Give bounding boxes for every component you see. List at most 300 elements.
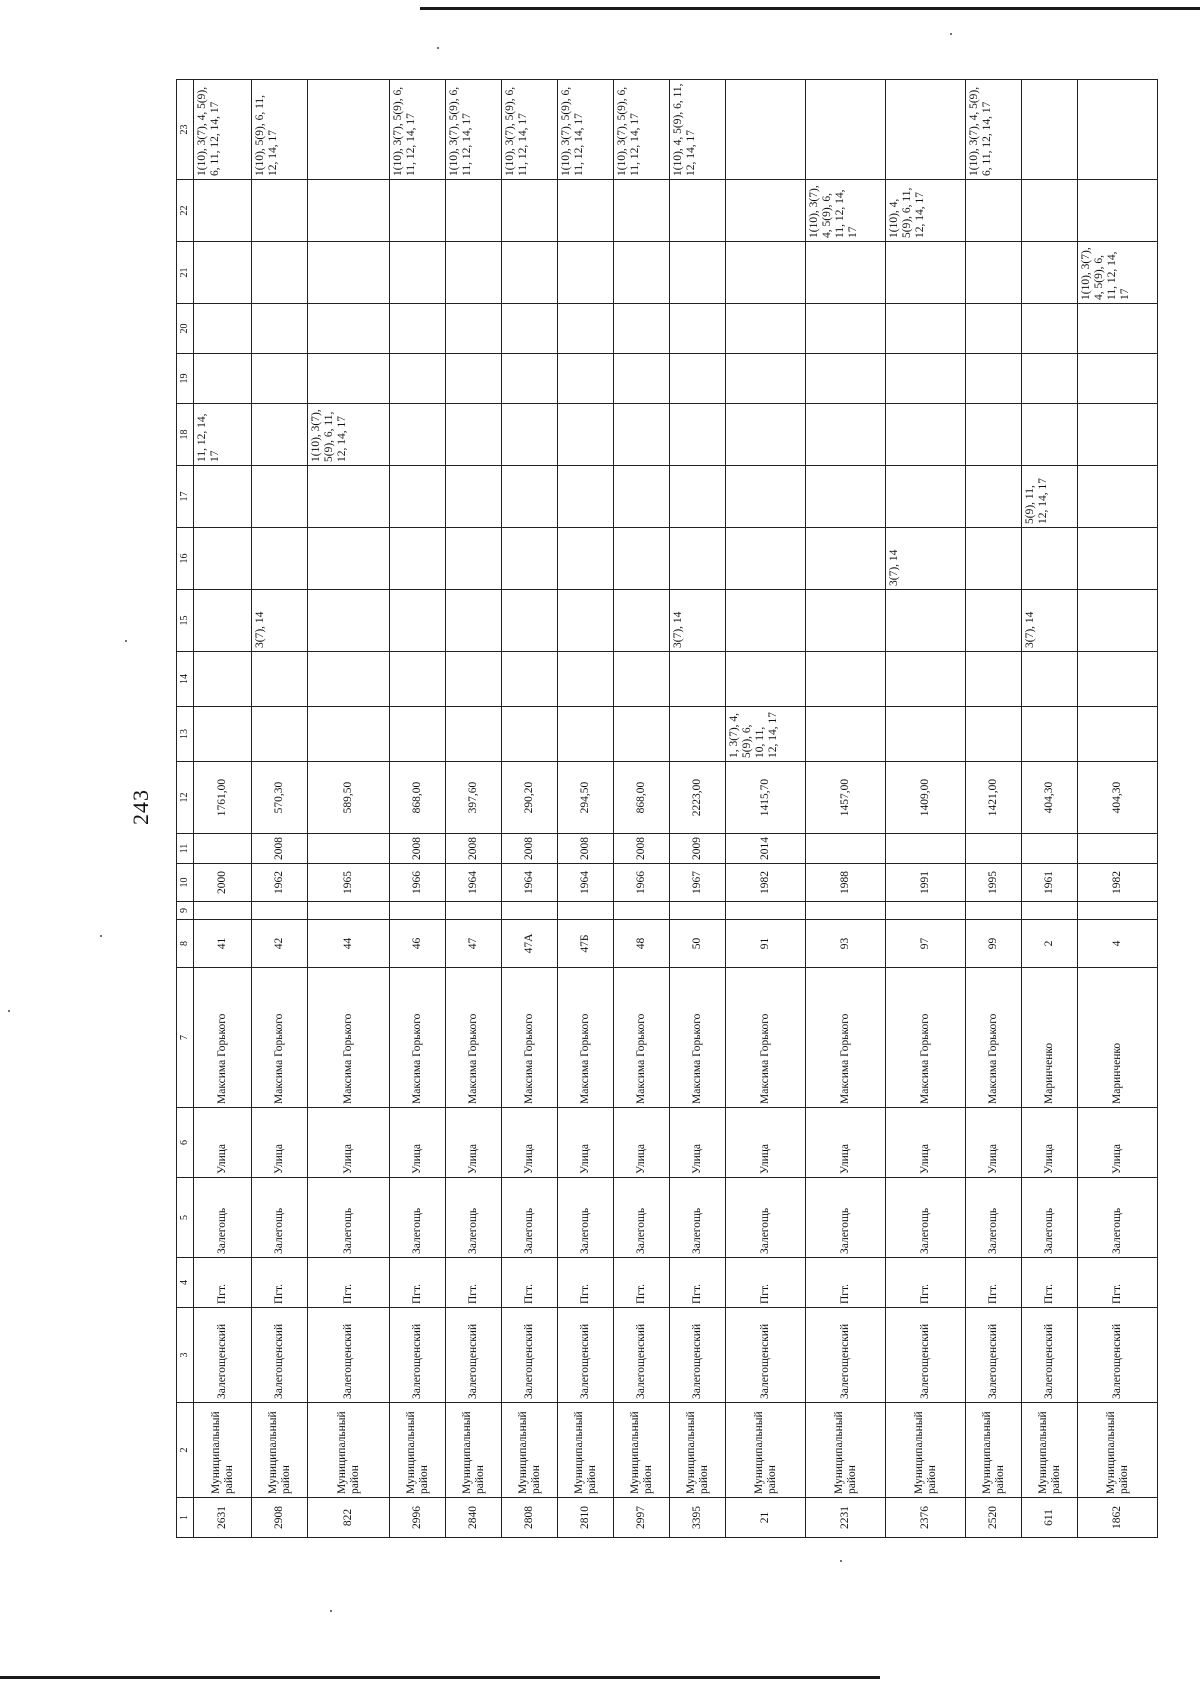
cell-col-20 xyxy=(806,304,886,354)
cell-renovation-year xyxy=(966,834,1022,864)
register-table xyxy=(176,79,1158,1538)
cell-col-23 xyxy=(308,80,390,180)
cell-record-id: 3395 xyxy=(670,1498,726,1538)
column-number-row xyxy=(177,80,194,1538)
cell-record-id: 1862 xyxy=(1078,1498,1158,1538)
cell-col-18 xyxy=(886,404,966,466)
cell-col-19 xyxy=(308,354,390,404)
cell-col-19 xyxy=(558,354,614,404)
cell-col-14 xyxy=(558,652,614,707)
table-row xyxy=(446,80,502,1538)
cell-col-13 xyxy=(966,707,1022,762)
cell-house-number: 4 xyxy=(1078,920,1158,968)
cell-settlement-type: Пгт. xyxy=(670,1258,726,1308)
cell-col-17 xyxy=(308,466,390,528)
cell-renovation-year: 2008 xyxy=(390,834,446,864)
table-row xyxy=(806,80,886,1538)
cell-street-name: Маринченко xyxy=(1078,968,1158,1108)
cell-col-14 xyxy=(726,652,806,707)
cell-col-21 xyxy=(558,242,614,304)
cell-street-type: Улица xyxy=(308,1108,390,1178)
rotated-register-table xyxy=(176,83,1131,1538)
cell-settlement-name: Залегощь xyxy=(308,1178,390,1258)
cell-street-name: Максима Горького xyxy=(502,968,558,1108)
cell-col-18 xyxy=(252,404,308,466)
cell-col-22 xyxy=(1078,180,1158,242)
cell-col-19 xyxy=(670,354,726,404)
cell-build-year: 1982 xyxy=(726,864,806,902)
cell-col-21 xyxy=(806,242,886,304)
cell-col-19 xyxy=(1078,354,1158,404)
cell-col-17: 5(9), 11, 12, 14, 17 xyxy=(1022,466,1078,528)
cell-district-name: Залегощенский xyxy=(252,1308,308,1403)
table-row xyxy=(502,80,558,1538)
cell-street-name: Максима Горького xyxy=(806,968,886,1108)
cell-settlement-name: Залегощь xyxy=(670,1178,726,1258)
table-row xyxy=(194,80,252,1538)
cell-col-20 xyxy=(194,304,252,354)
cell-area: 1415,70 xyxy=(726,762,806,834)
cell-col-16 xyxy=(446,528,502,590)
cell-col-22 xyxy=(670,180,726,242)
cell-col-21 xyxy=(308,242,390,304)
cell-col-14 xyxy=(614,652,670,707)
table-row xyxy=(614,80,670,1538)
cell-renovation-year xyxy=(1078,834,1158,864)
cell-district-name: Залегощенский xyxy=(446,1308,502,1403)
cell-build-year: 1991 xyxy=(886,864,966,902)
cell-build-year: 1982 xyxy=(1078,864,1158,902)
cell-col-9 xyxy=(252,902,308,920)
cell-col-20 xyxy=(966,304,1022,354)
cell-col-22: 1(10), 3(7), 4, 5(9), 6, 11, 12, 14, 17 xyxy=(806,180,886,242)
cell-street-name: Максима Горького xyxy=(390,968,446,1108)
cell-col-18: 11, 12, 14, 17 xyxy=(194,404,252,466)
cell-build-year: 1995 xyxy=(966,864,1022,902)
cell-col-15 xyxy=(446,590,502,652)
cell-record-id: 2231 xyxy=(806,1498,886,1538)
cell-col-16 xyxy=(502,528,558,590)
cell-district-type: Муниципальный район xyxy=(308,1403,390,1498)
cell-col-21 xyxy=(390,242,446,304)
cell-area: 868,00 xyxy=(390,762,446,834)
cell-build-year: 1961 xyxy=(1022,864,1078,902)
cell-col-21 xyxy=(614,242,670,304)
cell-settlement-name: Залегощь xyxy=(1078,1178,1158,1258)
cell-settlement-name: Залегощь xyxy=(558,1178,614,1258)
cell-build-year: 1964 xyxy=(558,864,614,902)
cell-settlement-type: Пгт. xyxy=(446,1258,502,1308)
cell-col-19 xyxy=(390,354,446,404)
column-number-header: 6 xyxy=(177,1108,194,1178)
cell-settlement-type: Пгт. xyxy=(390,1258,446,1308)
column-number-header: 14 xyxy=(177,652,194,707)
cell-district-type: Муниципальный район xyxy=(886,1403,966,1498)
cell-col-21 xyxy=(194,242,252,304)
column-number-header: 3 xyxy=(177,1308,194,1403)
column-number-header: 22 xyxy=(177,180,194,242)
cell-district-type: Муниципальный район xyxy=(726,1403,806,1498)
cell-col-21 xyxy=(670,242,726,304)
cell-col-13 xyxy=(886,707,966,762)
cell-area: 397,60 xyxy=(446,762,502,834)
cell-col-23: 1(10), 3(7), 5(9), 6, 11, 12, 14, 17 xyxy=(614,80,670,180)
cell-renovation-year xyxy=(194,834,252,864)
cell-renovation-year: 2008 xyxy=(614,834,670,864)
cell-street-type: Улица xyxy=(1022,1108,1078,1178)
cell-col-20 xyxy=(1078,304,1158,354)
cell-col-22 xyxy=(390,180,446,242)
cell-build-year: 1964 xyxy=(446,864,502,902)
cell-col-16 xyxy=(1078,528,1158,590)
cell-col-14 xyxy=(390,652,446,707)
cell-area: 570,30 xyxy=(252,762,308,834)
cell-house-number: 97 xyxy=(886,920,966,968)
cell-district-name: Залегощенский xyxy=(194,1308,252,1403)
cell-area: 294,50 xyxy=(558,762,614,834)
cell-col-13 xyxy=(390,707,446,762)
cell-col-19 xyxy=(614,354,670,404)
cell-district-type: Муниципальный район xyxy=(194,1403,252,1498)
cell-col-9 xyxy=(308,902,390,920)
column-number-header: 8 xyxy=(177,920,194,968)
cell-renovation-year: 2008 xyxy=(446,834,502,864)
cell-district-name: Залегощенский xyxy=(1078,1308,1158,1403)
column-number-header: 12 xyxy=(177,762,194,834)
cell-street-type: Улица xyxy=(806,1108,886,1178)
cell-col-18 xyxy=(502,404,558,466)
cell-col-14 xyxy=(308,652,390,707)
cell-district-type: Муниципальный район xyxy=(390,1403,446,1498)
cell-col-21 xyxy=(886,242,966,304)
cell-col-14 xyxy=(670,652,726,707)
cell-record-id: 2997 xyxy=(614,1498,670,1538)
cell-settlement-type: Пгт. xyxy=(308,1258,390,1308)
cell-renovation-year xyxy=(1022,834,1078,864)
cell-col-22 xyxy=(252,180,308,242)
cell-col-20 xyxy=(670,304,726,354)
column-number-header: 15 xyxy=(177,590,194,652)
cell-col-9 xyxy=(886,902,966,920)
cell-col-15 xyxy=(1078,590,1158,652)
cell-street-name: Маринченко xyxy=(1022,968,1078,1108)
cell-col-15 xyxy=(806,590,886,652)
cell-col-21 xyxy=(966,242,1022,304)
cell-col-22 xyxy=(194,180,252,242)
cell-street-name: Максима Горького xyxy=(614,968,670,1108)
cell-col-13 xyxy=(252,707,308,762)
cell-col-22 xyxy=(558,180,614,242)
cell-col-18 xyxy=(446,404,502,466)
cell-district-type: Муниципальный район xyxy=(502,1403,558,1498)
cell-col-23 xyxy=(726,80,806,180)
column-number-header: 5 xyxy=(177,1178,194,1258)
cell-settlement-name: Залегощь xyxy=(1022,1178,1078,1258)
cell-col-9 xyxy=(502,902,558,920)
cell-settlement-type: Пгт. xyxy=(502,1258,558,1308)
cell-settlement-type: Пгт. xyxy=(1022,1258,1078,1308)
cell-col-9 xyxy=(390,902,446,920)
cell-district-type: Муниципальный район xyxy=(806,1403,886,1498)
cell-street-type: Улица xyxy=(726,1108,806,1178)
column-number-header: 1 xyxy=(177,1498,194,1538)
cell-col-13 xyxy=(1078,707,1158,762)
cell-settlement-name: Залегощь xyxy=(726,1178,806,1258)
cell-col-20 xyxy=(390,304,446,354)
table-row xyxy=(390,80,446,1538)
cell-col-14 xyxy=(502,652,558,707)
cell-renovation-year: 2008 xyxy=(252,834,308,864)
cell-col-15 xyxy=(502,590,558,652)
cell-area: 404,30 xyxy=(1022,762,1078,834)
cell-build-year: 1965 xyxy=(308,864,390,902)
cell-street-type: Улица xyxy=(558,1108,614,1178)
cell-col-17 xyxy=(726,466,806,528)
cell-col-9 xyxy=(966,902,1022,920)
cell-col-19 xyxy=(252,354,308,404)
cell-col-15: 3(7), 14 xyxy=(670,590,726,652)
cell-record-id: 2840 xyxy=(446,1498,502,1538)
scan-speck xyxy=(437,47,439,49)
cell-col-14 xyxy=(1022,652,1078,707)
cell-street-name: Максима Горького xyxy=(194,968,252,1108)
cell-col-9 xyxy=(806,902,886,920)
cell-renovation-year: 2008 xyxy=(558,834,614,864)
cell-street-name: Максима Горького xyxy=(252,968,308,1108)
cell-house-number: 91 xyxy=(726,920,806,968)
cell-col-20 xyxy=(308,304,390,354)
cell-col-21 xyxy=(446,242,502,304)
cell-col-18 xyxy=(806,404,886,466)
cell-district-type: Муниципальный район xyxy=(558,1403,614,1498)
cell-settlement-name: Залегощь xyxy=(390,1178,446,1258)
cell-settlement-type: Пгт. xyxy=(252,1258,308,1308)
cell-col-22 xyxy=(726,180,806,242)
cell-col-15 xyxy=(886,590,966,652)
cell-col-17 xyxy=(806,466,886,528)
cell-col-16 xyxy=(966,528,1022,590)
cell-col-17 xyxy=(1078,466,1158,528)
bottom-scan-border xyxy=(0,1676,880,1679)
cell-col-23: 1(10), 3(7), 5(9), 6, 11, 12, 14, 17 xyxy=(390,80,446,180)
cell-record-id: 822 xyxy=(308,1498,390,1538)
column-number-header: 7 xyxy=(177,968,194,1108)
cell-col-18: 1(10), 3(7), 5(9), 6, 11, 12, 14, 17 xyxy=(308,404,390,466)
cell-col-23: 1(10), 3(7), 5(9), 6, 11, 12, 14, 17 xyxy=(446,80,502,180)
table-row xyxy=(886,80,966,1538)
column-number-header: 17 xyxy=(177,466,194,528)
cell-col-21 xyxy=(252,242,308,304)
cell-col-16 xyxy=(390,528,446,590)
cell-house-number: 99 xyxy=(966,920,1022,968)
cell-area: 290,20 xyxy=(502,762,558,834)
cell-street-type: Улица xyxy=(502,1108,558,1178)
scan-speck xyxy=(125,640,127,642)
cell-col-9 xyxy=(194,902,252,920)
cell-col-9 xyxy=(1022,902,1078,920)
table-row xyxy=(1078,80,1158,1538)
cell-col-23: 1(10), 3(7), 4, 5(9), 6, 11, 12, 14, 17 xyxy=(966,80,1022,180)
cell-col-13: 1, 3(7), 4, 5(9), 6, 10, 11, 12, 14, 17 xyxy=(726,707,806,762)
cell-col-15 xyxy=(726,590,806,652)
cell-col-14 xyxy=(194,652,252,707)
cell-col-13 xyxy=(502,707,558,762)
cell-district-type: Муниципальный район xyxy=(446,1403,502,1498)
cell-col-19 xyxy=(1022,354,1078,404)
cell-col-15 xyxy=(558,590,614,652)
column-number-header: 20 xyxy=(177,304,194,354)
cell-record-id: 2520 xyxy=(966,1498,1022,1538)
column-number-header: 23 xyxy=(177,80,194,180)
cell-col-23 xyxy=(806,80,886,180)
cell-street-name: Максима Горького xyxy=(966,968,1022,1108)
cell-settlement-type: Пгт. xyxy=(1078,1258,1158,1308)
column-number-header: 4 xyxy=(177,1258,194,1308)
cell-record-id: 611 xyxy=(1022,1498,1078,1538)
scan-speck xyxy=(100,935,102,937)
column-number-header: 2 xyxy=(177,1403,194,1498)
column-number-header: 21 xyxy=(177,242,194,304)
cell-record-id: 2908 xyxy=(252,1498,308,1538)
cell-col-15 xyxy=(308,590,390,652)
cell-area: 2223,00 xyxy=(670,762,726,834)
cell-district-name: Залегощенский xyxy=(1022,1308,1078,1403)
cell-col-14 xyxy=(966,652,1022,707)
cell-district-name: Залегощенский xyxy=(886,1308,966,1403)
cell-settlement-type: Пгт. xyxy=(558,1258,614,1308)
cell-col-17 xyxy=(966,466,1022,528)
cell-col-16 xyxy=(806,528,886,590)
cell-area: 1457,00 xyxy=(806,762,886,834)
cell-house-number: 93 xyxy=(806,920,886,968)
cell-street-name: Максима Горького xyxy=(308,968,390,1108)
cell-col-23: 1(10), 3(7), 5(9), 6, 11, 12, 14, 17 xyxy=(558,80,614,180)
cell-col-23 xyxy=(1078,80,1158,180)
cell-build-year: 1962 xyxy=(252,864,308,902)
cell-street-name: Максима Горького xyxy=(558,968,614,1108)
cell-col-18 xyxy=(726,404,806,466)
cell-col-23: 1(10), 3(7), 5(9), 6, 11, 12, 14, 17 xyxy=(502,80,558,180)
cell-area: 1409,00 xyxy=(886,762,966,834)
cell-col-23 xyxy=(886,80,966,180)
cell-renovation-year: 2014 xyxy=(726,834,806,864)
cell-street-name: Максима Горького xyxy=(726,968,806,1108)
cell-col-19 xyxy=(194,354,252,404)
cell-record-id: 2631 xyxy=(194,1498,252,1538)
cell-house-number: 41 xyxy=(194,920,252,968)
cell-house-number: 44 xyxy=(308,920,390,968)
cell-col-9 xyxy=(558,902,614,920)
cell-col-17 xyxy=(194,466,252,528)
cell-col-22 xyxy=(446,180,502,242)
cell-house-number: 47 xyxy=(446,920,502,968)
cell-district-name: Залегощенский xyxy=(614,1308,670,1403)
cell-col-18 xyxy=(390,404,446,466)
page-number: 243 xyxy=(128,789,153,825)
column-number-header: 9 xyxy=(177,902,194,920)
cell-district-type: Муниципальный район xyxy=(252,1403,308,1498)
scan-speck xyxy=(330,1610,332,1612)
cell-col-14 xyxy=(806,652,886,707)
cell-col-15 xyxy=(966,590,1022,652)
cell-col-13 xyxy=(614,707,670,762)
cell-col-21 xyxy=(1022,242,1078,304)
cell-col-16 xyxy=(614,528,670,590)
cell-settlement-name: Залегощь xyxy=(886,1178,966,1258)
cell-street-type: Улица xyxy=(966,1108,1022,1178)
cell-record-id: 2808 xyxy=(502,1498,558,1538)
cell-build-year: 1966 xyxy=(390,864,446,902)
cell-col-18 xyxy=(614,404,670,466)
cell-col-13 xyxy=(446,707,502,762)
cell-settlement-name: Залегощь xyxy=(806,1178,886,1258)
cell-settlement-name: Залегощь xyxy=(446,1178,502,1258)
cell-col-20 xyxy=(502,304,558,354)
cell-col-19 xyxy=(886,354,966,404)
cell-street-type: Улица xyxy=(446,1108,502,1178)
cell-col-15 xyxy=(614,590,670,652)
cell-street-type: Улица xyxy=(614,1108,670,1178)
cell-settlement-type: Пгт. xyxy=(614,1258,670,1308)
cell-col-21: 1(10), 3(7), 4, 5(9), 6, 11, 12, 14, 17 xyxy=(1078,242,1158,304)
cell-col-16 xyxy=(726,528,806,590)
cell-col-13 xyxy=(1022,707,1078,762)
column-number-header: 13 xyxy=(177,707,194,762)
cell-col-21 xyxy=(502,242,558,304)
cell-col-13 xyxy=(806,707,886,762)
table-row xyxy=(252,80,308,1538)
cell-district-type: Муниципальный район xyxy=(670,1403,726,1498)
cell-settlement-type: Пгт. xyxy=(966,1258,1022,1308)
cell-settlement-name: Залегощь xyxy=(502,1178,558,1258)
cell-col-16 xyxy=(194,528,252,590)
cell-build-year: 1988 xyxy=(806,864,886,902)
cell-street-type: Улица xyxy=(670,1108,726,1178)
cell-settlement-name: Залегощь xyxy=(252,1178,308,1258)
cell-area: 404,30 xyxy=(1078,762,1158,834)
cell-district-name: Залегощенский xyxy=(670,1308,726,1403)
cell-col-13 xyxy=(194,707,252,762)
scan-speck xyxy=(950,33,952,35)
cell-col-14 xyxy=(252,652,308,707)
cell-house-number: 47А xyxy=(502,920,558,968)
cell-street-name: Максима Горького xyxy=(446,968,502,1108)
cell-settlement-type: Пгт. xyxy=(726,1258,806,1308)
cell-col-15: 3(7), 14 xyxy=(252,590,308,652)
cell-col-17 xyxy=(558,466,614,528)
cell-street-name: Максима Горького xyxy=(886,968,966,1108)
cell-col-14 xyxy=(886,652,966,707)
column-number-header: 11 xyxy=(177,834,194,864)
column-number-header: 18 xyxy=(177,404,194,466)
cell-district-type: Муниципальный район xyxy=(614,1403,670,1498)
cell-col-23: 1(10), 4, 5(9), 6, 11, 12, 14, 17 xyxy=(670,80,726,180)
cell-col-9 xyxy=(1078,902,1158,920)
cell-house-number: 50 xyxy=(670,920,726,968)
cell-col-22 xyxy=(614,180,670,242)
column-number-header: 19 xyxy=(177,354,194,404)
cell-col-16: 3(7), 14 xyxy=(886,528,966,590)
column-number-header: 16 xyxy=(177,528,194,590)
cell-col-17 xyxy=(446,466,502,528)
cell-col-23: 1(10), 3(7), 4, 5(9), 6, 11, 12, 14, 17 xyxy=(194,80,252,180)
cell-street-type: Улица xyxy=(1078,1108,1158,1178)
cell-house-number: 2 xyxy=(1022,920,1078,968)
cell-col-17 xyxy=(614,466,670,528)
cell-district-name: Залегощенский xyxy=(806,1308,886,1403)
cell-district-name: Залегощенский xyxy=(308,1308,390,1403)
cell-district-name: Залегощенский xyxy=(966,1308,1022,1403)
